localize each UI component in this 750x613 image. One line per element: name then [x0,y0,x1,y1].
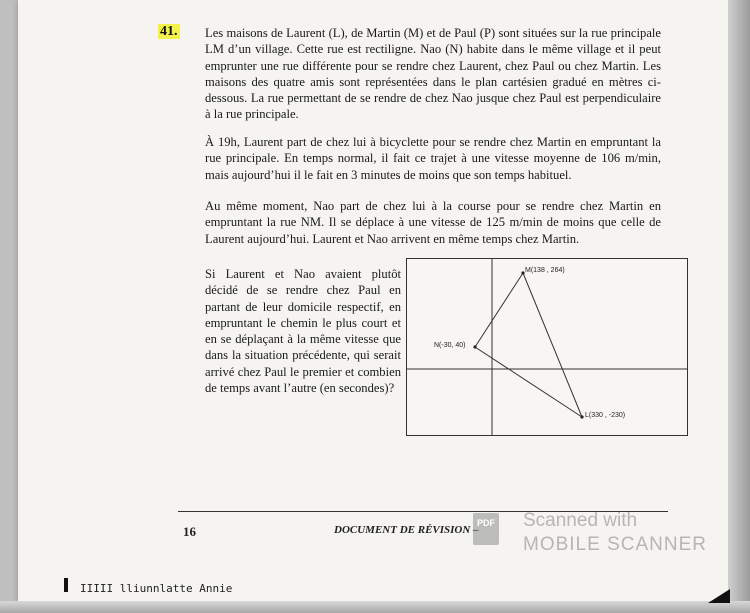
handwritten-name: IIIII lliunnlatte Annie [80,582,233,595]
document-page [18,0,730,605]
footer-title: DOCUMENT DE RÉVISION – [334,524,479,536]
page-stack-edge-bottom [0,601,750,613]
segment-NM [475,273,523,347]
pdf-icon: PDF [473,513,499,545]
corner-mark [708,589,730,603]
label-L: L(330 , -230) [585,412,626,419]
page-stack-edge-right [728,0,750,613]
point-N [473,345,476,348]
scanner-line-1: Scanned with [523,510,638,531]
question-paragraph-3: Au même moment, Nao part de chez lui à la course pour se rendre chez Martin en empruntant la rue NM. Il se déplace à une vitesse de 125 m/min de moins que celle de Laurent aujourd’hui. Laurent et Nao arrivent en même temps chez Martin. [205,199,661,246]
scanner-line-2: MOBILE SCANNER [523,534,707,555]
scanner-watermark [473,510,713,560]
page-number: 16 [183,524,196,539]
label-N: N(-30, 40) [434,342,466,349]
label-M: M(138 , 264) [525,267,565,274]
segment-ML [523,273,582,417]
segment-NL [475,347,582,417]
point-L [580,415,583,418]
question-paragraph-2: À 19h, Laurent part de chez lui à bicyclette pour se rendre chez Martin en empruntant la rue principale. En temps normal, il fait ce trajet à une vitesse moyenne de 106 m/min, mais aujourd’hui il le fait en 3 minutes de moins que son temps habituel. [205,135,661,182]
cartesian-plan [406,258,688,436]
question-paragraph-4: Si Laurent et Nao avaient plutôt décidé de se rendre chez Paul en partant de leur domicile respectif, en empruntant le chemin le plus court et en se déplaçant à la même vitesse que dans la situation précédente, qui serait arrivé chez Paul le premier et combien de temps avant l’autre (en secondes)? [205,267,401,396]
question-number-highlight: 41. [160,24,178,39]
margin-mark [64,578,68,592]
question-number [158,24,198,40]
question-paragraph-1: Les maisons de Laurent (L), de Martin (M) et de Paul (P) sont situées sur la rue principale LM d’un village. Cette rue est rectiligne. Nao (N) habite dans le même village et il peut emprunter une rue différente pour se rendre chez Laurent, chez Paul ou chez Martin. Les maisons des quatre amis sont représentées dans le plan cartésien gradué en mètres ci-dessous. La rue permettant de se rendre de chez Nao jusque chez Paul est perpendiculaire à la rue principale. [205,26,661,122]
